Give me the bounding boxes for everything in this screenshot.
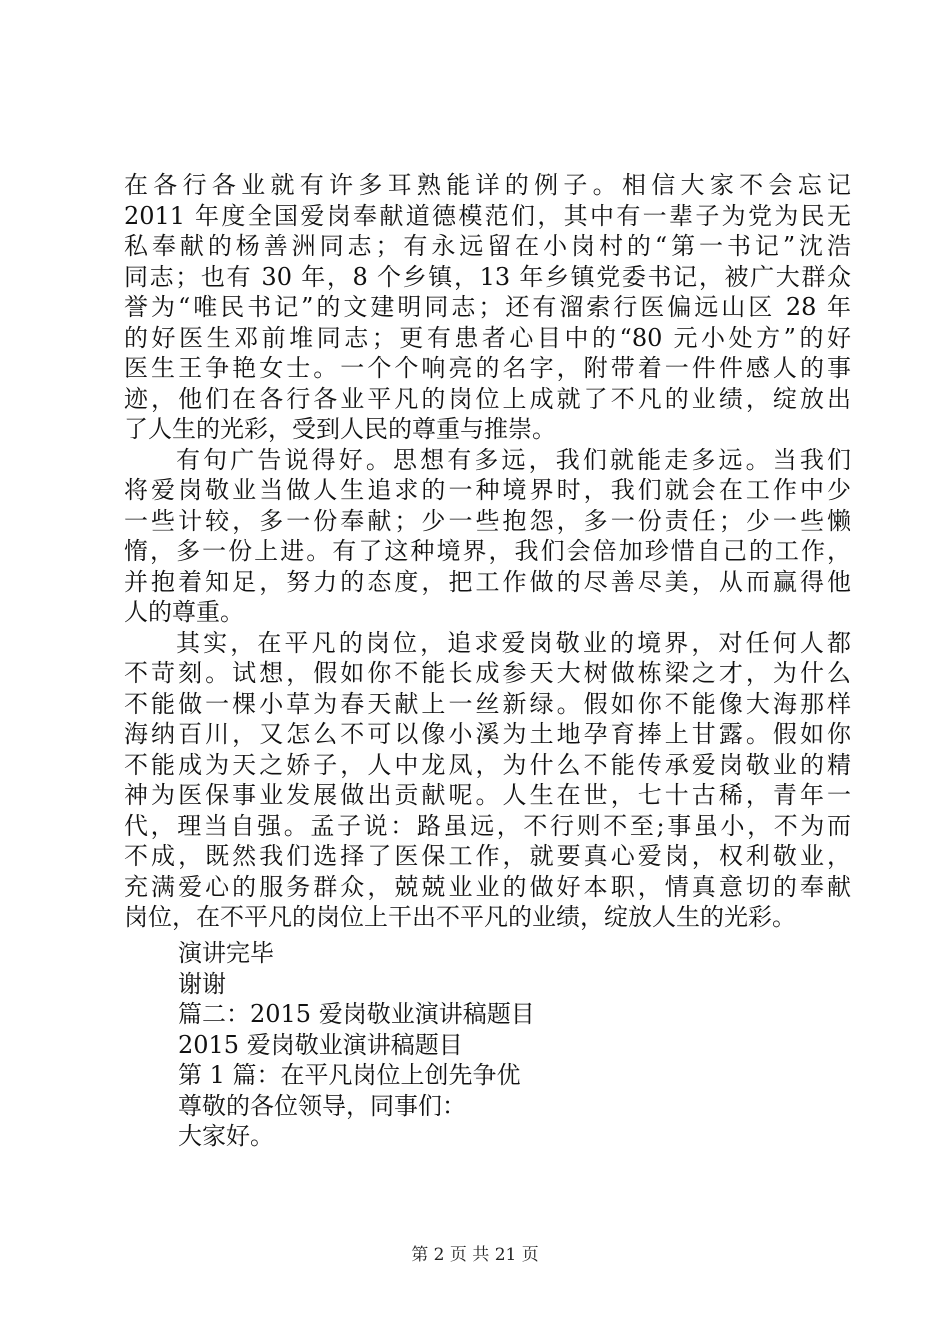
paragraph-line: 并抱着知足，努力的态度，把工作做的尽善尽美，从而赢得他 [124, 567, 851, 596]
section-heading: 篇二：2015 爱岗敬业演讲稿题目 [178, 1000, 535, 1028]
paragraph-line: 神为医保事业发展做出贡献呢。人生在世，七十古稀，青年一 [124, 781, 851, 809]
paragraph-line: 人的尊重。 [124, 598, 244, 626]
article-title: 第 1 篇：在平凡岗位上创先争优 [178, 1061, 521, 1089]
paragraph-line: 在各行各业就有许多耳熟能详的例子。相信大家不会忘记 [124, 171, 851, 199]
greeting: 大家好。 [178, 1122, 274, 1150]
page-footer [0, 1244, 950, 1266]
paragraph-line: 私奉献的杨善洲同志；有永远留在小岗村的“第一书记”沈浩 [124, 232, 851, 260]
paragraph-line: 一些计较，多一份奉献；少一些抱怨，多一份责任；少一些懒 [124, 506, 851, 535]
paragraph-1 [124, 170, 851, 445]
paragraph-line: 誉为“唯民书记”的文建明同志；还有溜索行医偏远山区 28 年 [124, 293, 851, 321]
paragraph-line: 有句广告说得好。思想有多远，我们就能走多远。当我们 [176, 445, 851, 474]
paragraph-line: 同志；也有 30 年，8 个乡镇，13 年乡镇党委书记，被广大群众 [124, 262, 851, 291]
paragraph-line: 海纳百川，又怎么不可以像小溪为土地孕育捧上甘露。假如你 [124, 720, 851, 748]
paragraph-line: 了人生的光彩，受到人民的尊重与推崇。 [124, 415, 556, 443]
paragraph-line: 代，理当自强。孟子说：路虽远，不行则不至;事虽小，不为而 [124, 811, 851, 840]
paragraph-line: 其实，在平凡的岗位，追求爱岗敬业的境界，对任何人都 [176, 628, 851, 657]
paragraph-line: 惰，多一份上进。有了这种境界，我们会倍加珍惜自己的工作， [124, 537, 851, 565]
paragraph-line: 不苛刻。试想，假如你不能长成参天大树做栋梁之才，为什么 [124, 659, 851, 687]
closing-line: 演讲完毕 [178, 939, 274, 967]
paragraph-2 [124, 445, 851, 628]
page-number: 第 2 页 共 21 页 [411, 1245, 539, 1265]
paragraph-line: 充满爱心的服务群众，兢兢业业的做好本职，情真意切的奉献 [124, 872, 851, 901]
body-text [124, 170, 851, 933]
paragraph-line: 不能成为天之娇子，人中龙凤，为什么不能传承爱岗敬业的精 [124, 750, 851, 779]
paragraph-line: 岗位，在不平凡的岗位上干出不平凡的业绩，绽放人生的光彩。 [124, 903, 796, 931]
document-title: 2015 爱岗敬业演讲稿题目 [178, 1030, 463, 1059]
paragraph-line: 医生王争艳女士。一个个响亮的名字，附带着一件件感人的事 [124, 354, 851, 382]
paragraph-line: 将爱岗敬业当做人生追求的一种境界时，我们就会在工作中少 [124, 476, 851, 504]
paragraph-line: 不能做一棵小草为春天献上一丝新绿。假如你不能像大海那样 [124, 689, 851, 718]
closing-block [178, 938, 535, 1152]
closing-line: 谢谢 [178, 969, 226, 998]
paragraph-line: 的好医生邓前堆同志；更有患者心目中的“80 元小处方”的好 [124, 323, 851, 352]
paragraph-3 [124, 628, 851, 933]
salutation: 尊敬的各位领导，同事们： [178, 1091, 466, 1120]
paragraph-line: 不成，既然我们选择了医保工作，就要真心爱岗，权利敬业， [124, 842, 851, 870]
paragraph-line: 迹，他们在各行各业平凡的岗位上成就了不凡的业绩，绽放出 [124, 384, 851, 413]
paragraph-line: 2011 年度全国爱岗奉献道德模范们，其中有一辈子为党为民无 [124, 201, 851, 230]
